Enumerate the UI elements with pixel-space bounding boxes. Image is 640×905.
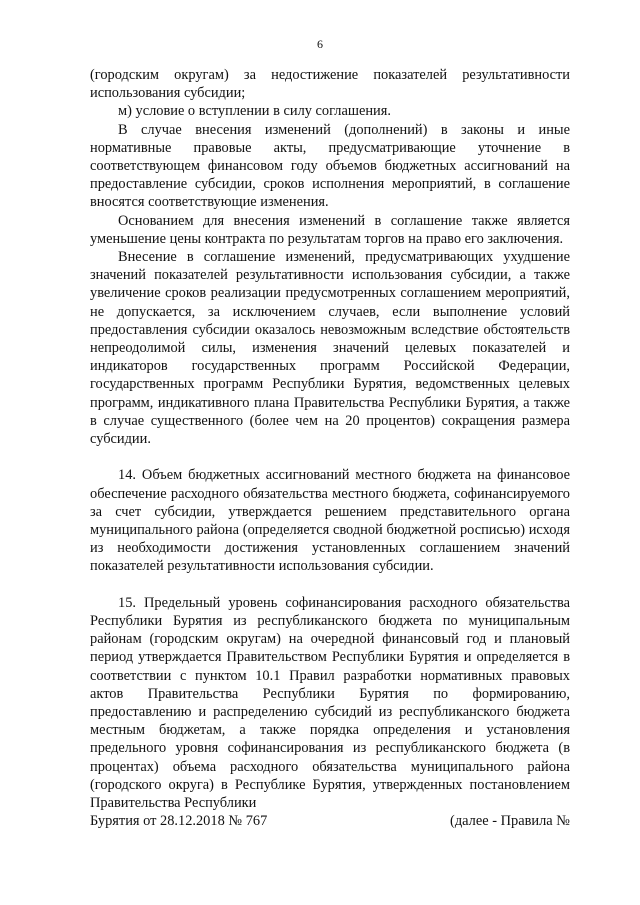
paragraph-gap [90,576,570,594]
page-number: 6 [317,37,323,51]
paragraph-gap [90,448,570,466]
paragraph-15-last-line [90,812,570,830]
paragraph-continuation: (городским округам) за недостижение показателей результативности использования субсидии; [90,67,570,102]
paragraph-amendments: В случае внесения изменений (дополнений) в законы и иные нормативные правовые акты, предусматривающие уточнение в соответствующем финансовом году объемов бюджетных ассигнований на предоставление субсидии, сроков исполнения мероприятий, в соглашение вносятся соответствующие изменения. [90,121,570,211]
paragraph-restrictions: Внесение в соглашение изменений, предусматривающих ухудшение значений показателей результативности использования субсидии, а также увеличение сроков реализации предусмотренных соглашением мероприятий, не допускается, за исключением случаев, если выполнение условий предоставления субсидии оказалось невозможным вследствие обстоятельств непреодолимой силы, изменения значений целевых показателей и индикаторов государственных программ Российской Федерации, государственных программ Республики Бурятия, ведомственных целевых программ, индикативного плана Правительства Республики Бурятия, а также в случае существенного (более чем на 20 процентов) сокращения размера субсидии. [90,249,570,448]
paragraph-15: 15. Предельный уровень софинансирования расходного обязательства Республики Бурятия из республиканского бюджета по муниципальным районам (городским округам) на очередной финансовый год и плановый период утверждается Правительством Республики Бурятия и определяется в соответствии с пунктом 10.1 Правил разработки нормативных правовых актов Правительства Республики Бурятия по формированию, предоставлению и распределению субсидий из республиканского бюджета местным бюджетам, а также порядка определения и установления предельного уровня софинансирования из республиканского бюджета (в процентах) объема расходного обязательства муниципального района (городского округа) в Республике Бурятия, утвержденных постановлением Правительства Республики [90,594,570,812]
paragraph-14: 14. Объем бюджетных ассигнований местного бюджета на финансовое обеспечение расходного обязательства местного бюджета, софинансируемого за счет субсидии, утверждается решением представительного органа муниципального района (определяется сводной бюджетной росписью) исходя из необходимости достижения установленных соглашением значений показателей результативности использования субсидии. [90,467,570,575]
document-body [90,66,570,831]
last-line-left: Бурятия от 28.12.2018 № 767 [90,813,268,830]
paragraph-item-m: м) условие о вступлении в силу соглашения. [118,103,391,120]
last-line-right: (далее - Правила № [450,813,570,830]
paragraph-contract-price: Основанием для внесения изменений в соглашение также является уменьшение цены контракта по результатам торгов на право его заключения. [90,212,570,247]
